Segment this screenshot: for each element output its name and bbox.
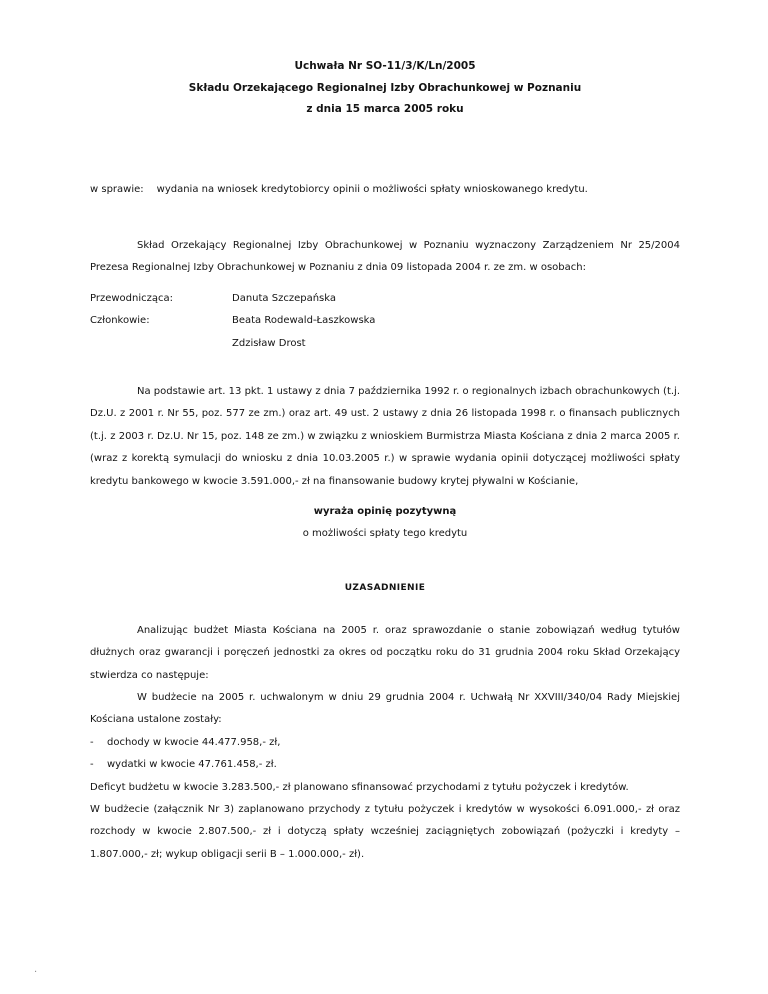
budget-list — [90, 732, 680, 777]
justification-paragraph-4: W budżecie (załącznik Nr 3) zaplanowano przychody z tytułu pożyczek i kredytów w wysokości 6.091.000,- zł oraz rozchody w kwocie 2.807.500,- zł i dotyczą spłaty wcześniej zaciągniętych zobowiązań (pożyczki i kredyty – 1.807.000,- zł; wykup obligacji serii B – 1.000.000,- zł). — [90, 804, 680, 860]
list-item-revenues — [90, 732, 680, 754]
role-name-chairwoman: Danuta Szczepańska — [232, 292, 336, 304]
subject-label: w sprawie: — [90, 183, 144, 195]
subject-row — [90, 179, 680, 201]
opinion-subline: o możliwości spłaty tego kredytu — [302, 528, 468, 540]
list-item-text: dochody w kwocie 44.477.958,- zł, — [107, 736, 281, 748]
justification-paragraph-2: W budżecie na 2005 r. uchwalonym w dniu 29 grudnia 2004 r. Uchwałą Nr XXVIII/340/04 Rady Miejskiej Kościana ustalone zostały: — [90, 692, 680, 726]
list-item-expenditures — [90, 754, 680, 776]
role-name-member-1: Beata Rodewald-Łaszkowska — [232, 315, 376, 327]
justification-heading: UZASADNIENIE — [344, 582, 426, 593]
doc-header — [90, 56, 680, 121]
legal-basis-paragraph: Na podstawie art. 13 pkt. 1 ustawy z dnia 7 października 1992 r. o regionalnych izbach obrachunkowych (t.j. Dz.U. z 2001 r. Nr 55, poz. 577 ze zm.) oraz art. 49 ust. 2 ustawy z dnia 26 listopada 1998 r. o finansach publicznych (t.j. z 2003 r. Dz.U. Nr 15, poz. 148 ze zm.) w związku z wnioskiem Burmistrza Miasta Kościana z dnia 2 marca 2005 r. (wraz z korektą symulacji do wniosku z dnia 10.03.2005 r.) w sprawie wydania opinii dotyczącej możliwości spłaty kredytu bankowego w kwocie 3.591.000,- zł na finansowanie budowy krytej pływalni w Kościanie, — [90, 385, 680, 487]
subject-text: wydania na wniosek kredytobiorcy opinii o możliwości spłaty wnioskowanego kredytu. — [156, 183, 588, 195]
doc-title-line-3: z dnia 15 marca 2005 roku — [306, 103, 464, 115]
composition-paragraph: Skład Orzekający Regionalnej Izby Obrachunkowej w Poznaniu wyznaczony Zarządzeniem Nr 25/2004 Prezesa Regionalnej Izby Obrachunkowej w Poznaniu z dnia 09 listopada 2004 r. ze zm. w osobach: — [90, 239, 680, 274]
role-label-members: Członkowie: — [90, 315, 150, 327]
doc-title-line-1: Uchwała Nr SO-11/3/K/Ln/2005 — [294, 60, 476, 72]
role-name-member-2: Zdzisław Drost — [232, 337, 306, 349]
doc-title-line-2: Składu Orzekającego Regionalnej Izby Obrachunkowej w Poznaniu — [188, 81, 582, 94]
opinion-statement: wyraża opinię pozytywną — [313, 505, 457, 517]
page-artifact-dot: . — [34, 964, 38, 975]
list-item-text: wydatki w kwocie 47.761.458,- zł. — [107, 759, 277, 771]
roles-list — [90, 288, 680, 355]
justification-paragraph-3: Deficyt budżetu w kwocie 3.283.500,- zł planowano sfinansować przychodami z tytułu pożyczek i kredytów. — [90, 781, 629, 793]
list-marker: - — [90, 736, 94, 748]
justification-paragraph-1: Analizując budżet Miasta Kościana na 2005 r. oraz sprawozdanie o stanie zobowiązań według tytułów dłużnych oraz gwarancji i poręczeń jednostki za okres od początku roku do 31 grudnia 2004 roku Skład Orzekający stwierdza co następuje: — [90, 624, 680, 681]
role-label-chairwoman: Przewodnicząca: — [90, 292, 173, 304]
role-label-empty — [90, 333, 232, 355]
list-marker: - — [90, 759, 94, 771]
